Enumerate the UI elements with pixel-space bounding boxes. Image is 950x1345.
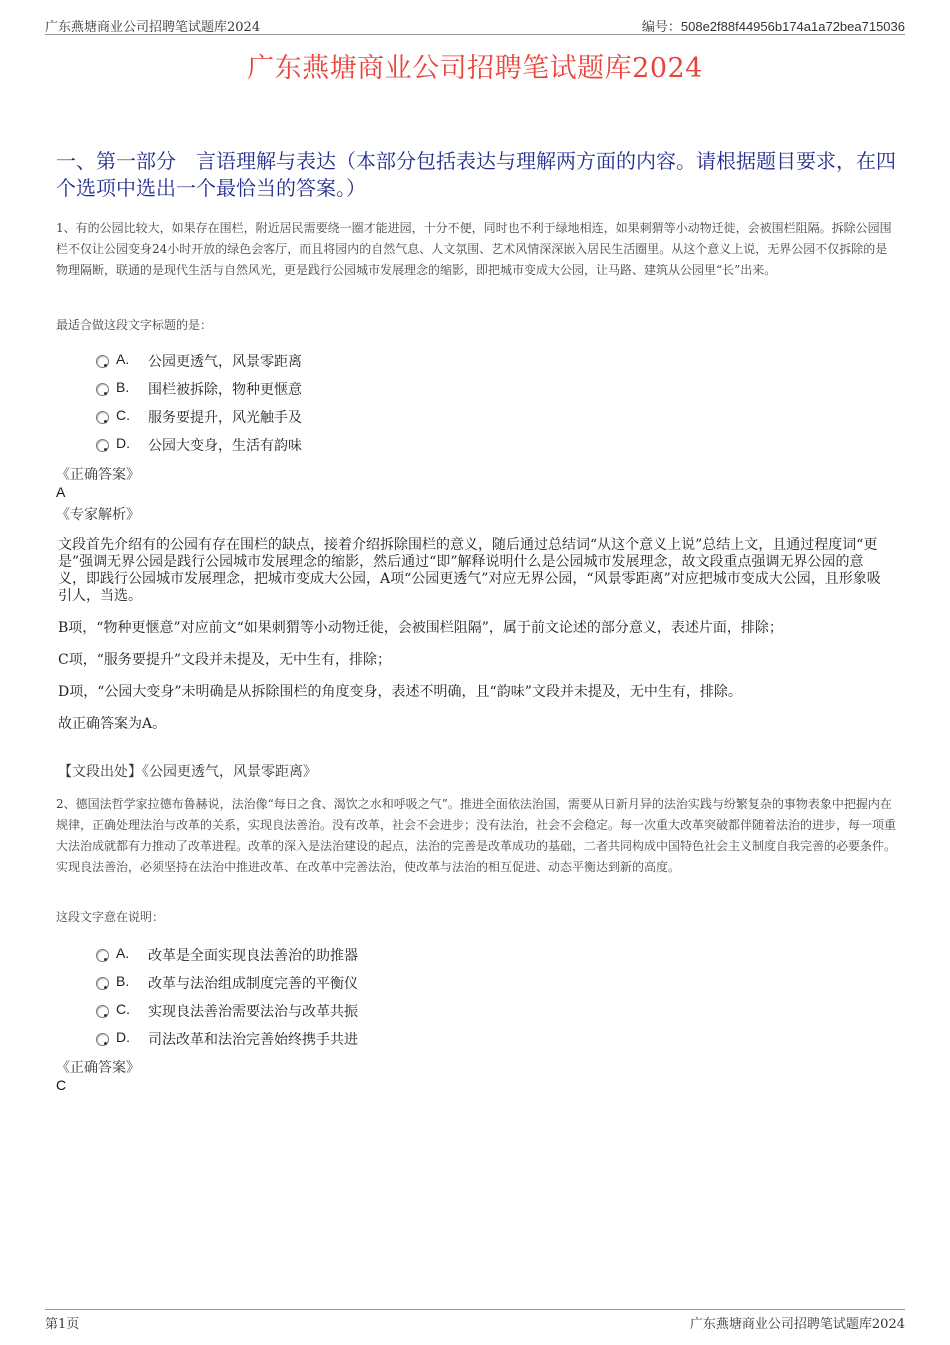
option-a[interactable]: A. 改革是全面实现良法善治的助推器 — [96, 945, 696, 973]
analysis-paragraph: D项，“公园大变身”未明确是从拆除围栏的角度变身，表述不明确，且“韵味”文段并未提及，无中生有，排除。 — [58, 684, 742, 700]
document-title: 广东燕塘商业公司招聘笔试题库2024 — [247, 53, 703, 84]
option-d[interactable]: D. 公园大变身，生活有韵味 — [96, 435, 696, 463]
question-2-prompt: 这段文字意在说明： — [56, 910, 165, 924]
option-b[interactable]: B. 围栏被拆除，物种更惬意 — [96, 379, 696, 407]
page-header — [45, 14, 905, 35]
radio-icon[interactable] — [96, 1033, 109, 1046]
source-note: 【文段出处】《公园更透气，风景零距离》 — [58, 764, 317, 780]
analysis-paragraph: B项，“物种更惬意”对应前文“如果刺猬等小动物迁徙，会被围栏阻隔”，属于前文论述的部分意义，表述片面，排除； — [58, 620, 783, 636]
correct-answer: C — [56, 1077, 67, 1093]
header-doc-name: 广东燕塘商业公司招聘笔试题库2024 — [45, 20, 261, 35]
option-d[interactable]: D. 司法改革和法治完善始终携手共进 — [96, 1029, 696, 1057]
question-1-prompt: 最适合做这段文字标题的是： — [56, 318, 213, 332]
header-doc-id: 编号：508e2f88f44956b174a1a72bea715036 — [641, 19, 905, 34]
radio-icon[interactable] — [96, 383, 109, 396]
analysis-paragraph: C项，“服务要提升”文段并未提及，无中生有，排除； — [58, 652, 392, 668]
expert-analysis — [58, 537, 888, 748]
radio-icon[interactable] — [96, 439, 109, 452]
radio-icon[interactable] — [96, 411, 109, 424]
option-b[interactable]: B. 改革与法治组成制度完善的平衡仪 — [96, 973, 696, 1001]
option-c[interactable]: C. 实现良法善治需要法治与改革共振 — [96, 1001, 696, 1029]
question-1-text: 1、有的公园比较大，如果存在围栏，附近居民需要绕一圈才能进园，十分不便，同时也不利于绿地相连，如果刺猬等小动物迁徙，会被围栏阻隔。拆除公园围栏不仅让公园变身24小时开放的绿色会客厅，而且将园内的自然气息、人文氛围、艺术风情深深嵌入居民生活圈里。从这个意义上说，无界公园不仅拆除的是物理隔断，联通的是现代生活与自然风光，更是践行公园城市发展理念的缩影，即把城市变成大公园，让马路、建筑从公园里“长”出来。 — [56, 221, 892, 277]
answer-label: 《正确答案》 — [56, 467, 140, 483]
radio-icon[interactable] — [96, 355, 109, 368]
question-2-options — [96, 945, 696, 1057]
analysis-label: 《专家解析》 — [56, 507, 140, 523]
correct-answer: A — [56, 484, 66, 500]
question-1-options — [96, 351, 696, 463]
answer-label: 《正确答案》 — [56, 1060, 140, 1076]
radio-icon[interactable] — [96, 949, 109, 962]
footer-doc-name: 广东燕塘商业公司招聘笔试题库2024 — [689, 1317, 905, 1332]
option-a[interactable]: A. 公园更透气，风景零距离 — [96, 351, 696, 379]
page-number: 第1页 — [45, 1317, 80, 1332]
page-footer — [45, 1309, 905, 1332]
option-c[interactable]: C. 服务要提升，风光触手及 — [96, 407, 696, 435]
radio-icon[interactable] — [96, 977, 109, 990]
analysis-paragraph: 文段首先介绍有的公园有存在围栏的缺点，接着介绍拆除围栏的意义，随后通过总结词“从这个意义上说”总结上文，且通过程度词“更是”强调无界公园是践行公园城市发展理念的缩影，然后通过“即”解释说明什么是公园城市发展理念，故文段重点强调无界公园的意义，即践行公园城市发展理念，把城市变成大公园，A项“公园更透气”对应无界公园，“风景零距离”对应把城市变成大公园，且形象吸引人，当选。 — [58, 537, 881, 604]
radio-icon[interactable] — [96, 1005, 109, 1018]
section-heading: 一、第一部分 言语理解与表达（本部分包括表达与理解两方面的内容。请根据题目要求，在四个选项中选出一个最恰当的答案。） — [56, 149, 896, 200]
question-2-text: 2、德国法哲学家拉德布鲁赫说，法治像“每日之食、渴饮之水和呼吸之气”。推进全面依法治国，需要从日新月异的法治实践与纷繁复杂的事物表象中把握内在规律，正确处理法治与改革的关系，实现良法善治。没有改革，社会不会进步；没有法治，社会不会稳定。每一次重大改革突破都伴随着法治的进步，每一项重大法治成就都有力推动了改革进程。改革的深入是法治建设的起点，法治的完善是改革成功的基础，二者共同构成中国特色社会主义制度自我完善的必要条件。实现良法善治，必须坚持在法治中推进改革、在改革中完善法治，使改革与法治的相互促进、动态平衡达到新的高度。 — [56, 797, 897, 874]
analysis-paragraph: 故正确答案为A。 — [58, 716, 167, 732]
